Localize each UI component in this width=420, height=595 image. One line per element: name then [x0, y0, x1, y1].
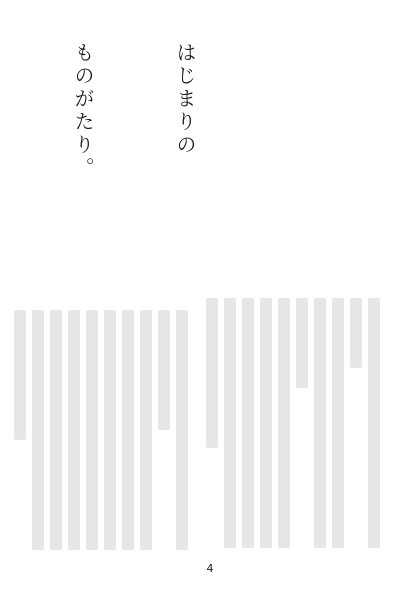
chapter-title-line-1: はじまりの — [173, 42, 197, 157]
chapter-title — [32, 42, 270, 180]
text-line-placeholder — [278, 298, 290, 548]
text-line-placeholder — [122, 310, 134, 550]
chapter-title-line-2: ものがたり。 — [71, 42, 95, 180]
text-line-placeholder — [242, 298, 254, 548]
text-line-placeholder — [224, 298, 236, 548]
text-line-placeholder — [350, 298, 362, 368]
text-line-placeholder — [260, 298, 272, 548]
text-line-placeholder — [176, 310, 188, 550]
text-line-placeholder — [104, 310, 116, 550]
text-line-placeholder — [158, 310, 170, 430]
text-line-placeholder — [50, 310, 62, 550]
text-line-placeholder — [332, 298, 344, 548]
text-line-placeholder — [296, 298, 308, 388]
text-line-placeholder — [368, 298, 380, 548]
text-line-placeholder — [32, 310, 44, 550]
text-line-placeholder — [140, 310, 152, 550]
text-line-placeholder — [314, 298, 326, 548]
page-number: 4 — [206, 562, 214, 575]
text-line-placeholder — [14, 310, 26, 440]
body-text-lower-block — [8, 310, 188, 550]
text-line-placeholder — [206, 298, 218, 448]
text-line-placeholder — [86, 310, 98, 550]
text-line-placeholder — [68, 310, 80, 550]
body-text-upper-block — [200, 298, 380, 548]
